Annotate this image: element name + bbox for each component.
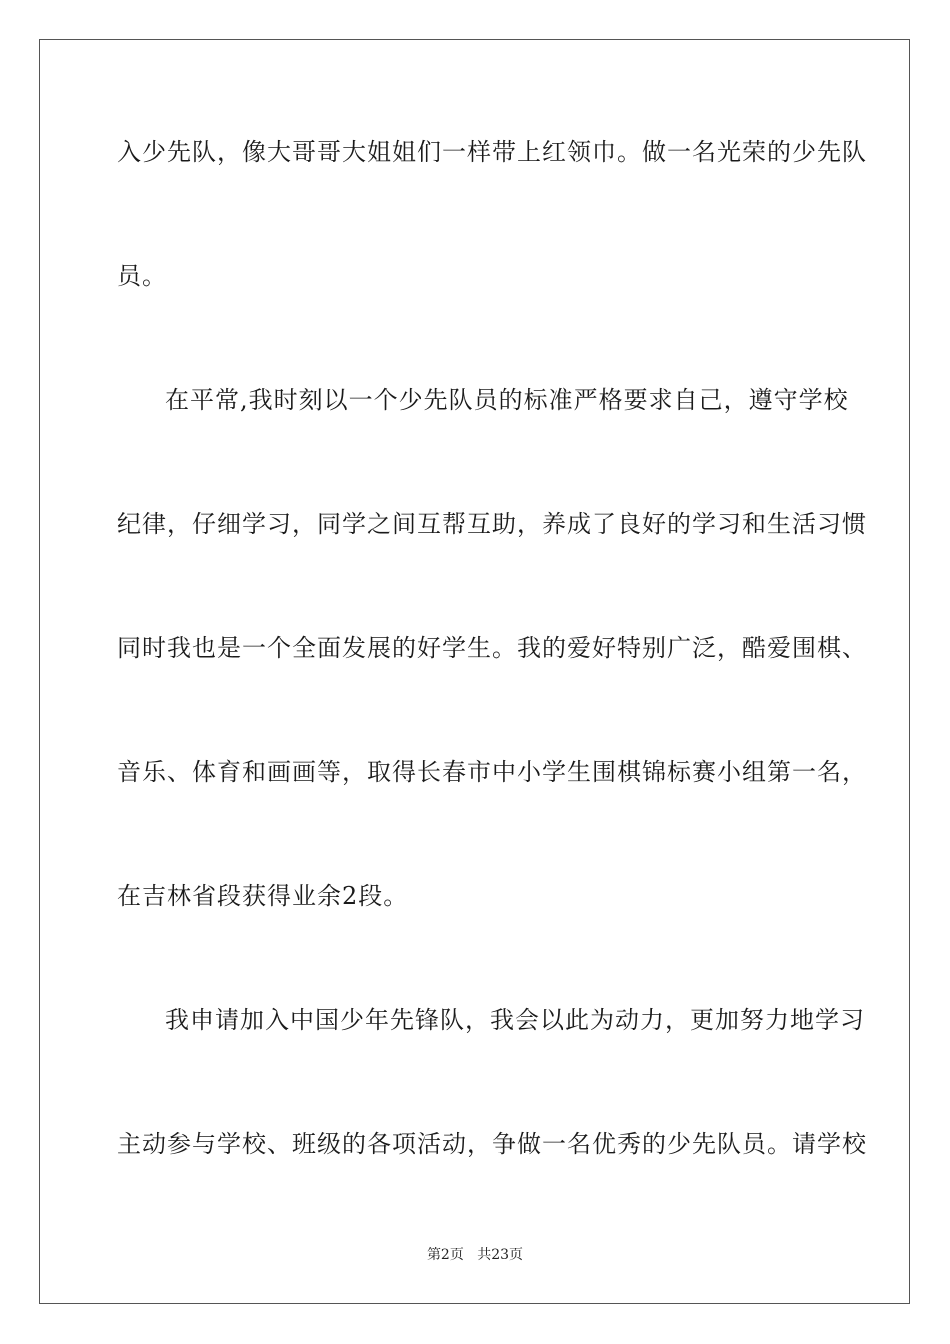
current-page-label: 第2页 xyxy=(426,1247,464,1263)
text-line-7: 在吉林省段获得业余2段。 xyxy=(117,882,409,910)
page-footer xyxy=(0,1246,950,1264)
text-line-2: 员。 xyxy=(117,262,167,290)
text-line-1: 入少先队，像大哥哥大姐姐们一样带上红领巾。做一名光荣的少先队 xyxy=(117,138,867,166)
text-line-3: 在平常,我时刻以一个少先队员的标准严格要求自己，遵守学校 xyxy=(165,386,849,414)
total-pages-label: 共23页 xyxy=(477,1247,524,1263)
text-line-6: 音乐、体育和画画等，取得长春市中小学生围棋锦标赛小组第一名， xyxy=(117,758,867,786)
text-line-8: 我申请加入中国少年先锋队，我会以此为动力，更加努力地学习 xyxy=(165,1006,865,1034)
text-line-4: 纪律，仔细学习，同学之间互帮互助，养成了良好的学习和生活习惯 xyxy=(117,510,867,538)
page-border xyxy=(39,39,910,1304)
text-line-5: 同时我也是一个全面发展的好学生。我的爱好特别广泛，酷爱围棋、 xyxy=(117,634,867,662)
text-line-9: 主动参与学校、班级的各项活动，争做一名优秀的少先队员。请学校 xyxy=(117,1130,867,1158)
